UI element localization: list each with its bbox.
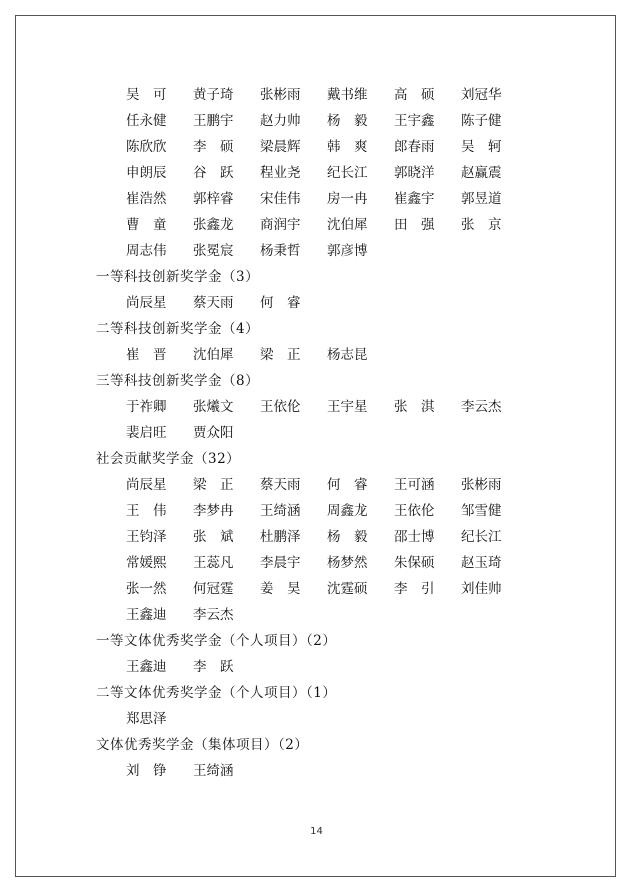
recipient-name: 高 硕 xyxy=(394,87,435,103)
recipient-name: 陈欣欣 xyxy=(126,139,167,155)
recipient-name: 杨秉哲 xyxy=(260,243,301,259)
award-heading-text: 二等科技创新奖学金（4） xyxy=(96,321,260,337)
recipient-name: 张冕宸 xyxy=(193,243,234,259)
recipient-name: 王宇鑫 xyxy=(394,113,435,129)
recipient-name: 赵赢震 xyxy=(461,165,502,181)
recipient-name: 周志伟 xyxy=(126,243,167,259)
recipient-name: 王绮涵 xyxy=(193,763,234,779)
name-row xyxy=(96,654,526,680)
recipient-name: 张彬雨 xyxy=(260,87,301,103)
recipient-name: 梁 正 xyxy=(260,347,301,363)
recipient-name: 李晨宇 xyxy=(260,555,301,571)
recipient-name: 周鑫龙 xyxy=(327,503,368,519)
recipient-name: 王蕊凡 xyxy=(193,555,234,571)
recipient-name: 李 跃 xyxy=(193,659,234,675)
recipient-name: 崔 晋 xyxy=(126,347,167,363)
recipient-name: 邵士博 xyxy=(394,529,435,545)
recipient-name: 李 引 xyxy=(394,581,435,597)
name-row xyxy=(96,160,526,186)
award-heading xyxy=(96,368,526,394)
recipient-name: 杜鹏泽 xyxy=(260,529,301,545)
recipient-name: 梁晨辉 xyxy=(260,139,301,155)
recipient-name: 张爔文 xyxy=(193,399,234,415)
recipient-name: 杨 毅 xyxy=(327,529,368,545)
name-row xyxy=(96,212,526,238)
recipient-name: 何 睿 xyxy=(260,295,301,311)
award-heading-text: 一等科技创新奖学金（3） xyxy=(96,269,260,285)
recipient-name: 刘 铮 xyxy=(126,763,167,779)
award-heading-text: 一等文体优秀奖学金（个人项目）（2） xyxy=(96,633,337,649)
recipient-name: 沈伯犀 xyxy=(193,347,234,363)
name-row xyxy=(96,82,526,108)
recipient-name: 张 京 xyxy=(461,217,502,233)
recipient-name: 纪长江 xyxy=(461,529,502,545)
recipient-name: 杨 毅 xyxy=(327,113,368,129)
recipient-name: 裴启旺 xyxy=(126,425,167,441)
name-row xyxy=(96,290,526,316)
recipient-name: 戴书维 xyxy=(327,87,368,103)
award-heading xyxy=(96,732,526,758)
recipient-name: 王 伟 xyxy=(126,503,167,519)
recipient-name: 尚辰星 xyxy=(126,477,167,493)
recipient-name: 张彬雨 xyxy=(461,477,502,493)
recipient-name: 崔鑫宇 xyxy=(394,191,435,207)
award-heading xyxy=(96,316,526,342)
recipient-name: 李梦冉 xyxy=(193,503,234,519)
name-row xyxy=(96,134,526,160)
recipient-name: 常媛熙 xyxy=(126,555,167,571)
recipient-name: 张一然 xyxy=(126,581,167,597)
recipient-name: 宋佳伟 xyxy=(260,191,301,207)
recipient-name: 刘佳帅 xyxy=(461,581,502,597)
recipient-name: 郭晓洋 xyxy=(394,165,435,181)
recipient-name: 尚辰星 xyxy=(126,295,167,311)
name-row xyxy=(96,108,526,134)
award-heading-text: 社会贡献奖学金（32） xyxy=(96,451,241,467)
name-row xyxy=(96,758,526,784)
recipient-name: 程业尧 xyxy=(260,165,301,181)
name-row xyxy=(96,472,526,498)
recipient-name: 郎春雨 xyxy=(394,139,435,155)
recipient-name: 郭昱道 xyxy=(461,191,502,207)
recipient-name: 赵力帅 xyxy=(260,113,301,129)
recipient-name: 蔡天雨 xyxy=(193,295,234,311)
recipient-name: 郑思泽 xyxy=(126,711,167,727)
recipient-name: 梁 正 xyxy=(193,477,234,493)
name-row xyxy=(96,602,526,628)
recipient-name: 张鑫龙 xyxy=(193,217,234,233)
name-row xyxy=(96,550,526,576)
name-row xyxy=(96,186,526,212)
recipient-name: 房一冉 xyxy=(327,191,368,207)
recipient-name: 李 硕 xyxy=(193,139,234,155)
recipient-name: 崔浩然 xyxy=(126,191,167,207)
recipient-name: 商润宇 xyxy=(260,217,301,233)
name-row xyxy=(96,342,526,368)
recipient-name: 任永健 xyxy=(126,113,167,129)
recipient-name: 王可涵 xyxy=(394,477,435,493)
name-row xyxy=(96,420,526,446)
award-heading xyxy=(96,264,526,290)
name-row xyxy=(96,706,526,732)
recipient-name: 何 睿 xyxy=(327,477,368,493)
recipient-name: 郭梓睿 xyxy=(193,191,234,207)
recipient-name: 杨梦然 xyxy=(327,555,368,571)
recipient-name: 张 淇 xyxy=(394,399,435,415)
recipient-name: 贾众阳 xyxy=(193,425,234,441)
recipient-name: 朱保硕 xyxy=(394,555,435,571)
recipient-name: 王钧泽 xyxy=(126,529,167,545)
recipient-name: 王鑫迪 xyxy=(126,659,167,675)
award-heading-text: 文体优秀奖学金（集体项目）（2） xyxy=(96,737,309,753)
name-row xyxy=(96,498,526,524)
award-heading-text: 三等科技创新奖学金（8） xyxy=(96,373,260,389)
recipient-name: 吴 可 xyxy=(126,87,167,103)
name-row xyxy=(96,576,526,602)
recipient-name: 陈子健 xyxy=(461,113,502,129)
award-list xyxy=(96,82,526,784)
name-row xyxy=(96,394,526,420)
recipient-name: 王绮涵 xyxy=(260,503,301,519)
recipient-name: 沈伯犀 xyxy=(327,217,368,233)
recipient-name: 申朗辰 xyxy=(126,165,167,181)
recipient-name: 李云杰 xyxy=(461,399,502,415)
name-row xyxy=(96,238,526,264)
recipient-name: 杨志昆 xyxy=(327,347,368,363)
page-number: 14 xyxy=(310,826,323,837)
recipient-name: 邹雪健 xyxy=(461,503,502,519)
recipient-name: 吴 轲 xyxy=(461,139,502,155)
recipient-name: 纪长江 xyxy=(327,165,368,181)
recipient-name: 于祚卿 xyxy=(126,399,167,415)
recipient-name: 田 强 xyxy=(394,217,435,233)
recipient-name: 黄子琦 xyxy=(193,87,234,103)
recipient-name: 谷 跃 xyxy=(193,165,234,181)
recipient-name: 何冠霆 xyxy=(193,581,234,597)
award-heading xyxy=(96,446,526,472)
recipient-name: 韩 爽 xyxy=(327,139,368,155)
recipient-name: 李云杰 xyxy=(193,607,234,623)
recipient-name: 王宇星 xyxy=(327,399,368,415)
award-heading-text: 二等文体优秀奖学金（个人项目）（1） xyxy=(96,685,337,701)
recipient-name: 王依伦 xyxy=(394,503,435,519)
recipient-name: 姜 昊 xyxy=(260,581,301,597)
recipient-name: 沈霆硕 xyxy=(327,581,368,597)
award-heading xyxy=(96,628,526,654)
recipient-name: 蔡天雨 xyxy=(260,477,301,493)
recipient-name: 曹 童 xyxy=(126,217,167,233)
recipient-name: 王鑫迪 xyxy=(126,607,167,623)
name-row xyxy=(96,524,526,550)
award-heading xyxy=(96,680,526,706)
recipient-name: 刘冠华 xyxy=(461,87,502,103)
recipient-name: 张 斌 xyxy=(193,529,234,545)
recipient-name: 郭彦博 xyxy=(327,243,368,259)
recipient-name: 王依伦 xyxy=(260,399,301,415)
recipient-name: 赵玉琦 xyxy=(461,555,502,571)
recipient-name: 王鹏宇 xyxy=(193,113,234,129)
